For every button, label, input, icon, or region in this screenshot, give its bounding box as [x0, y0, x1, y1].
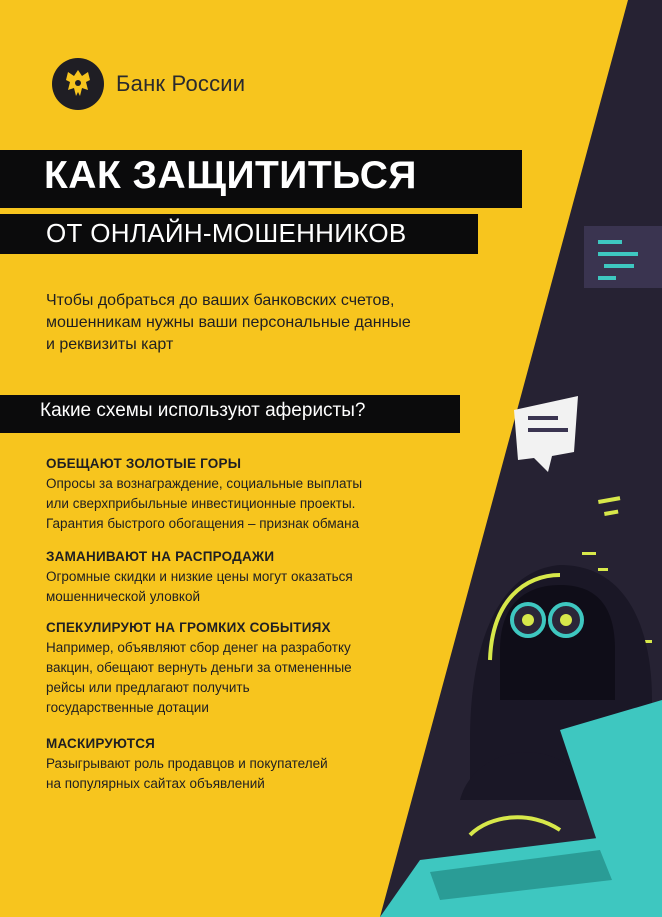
- scheme-line: государственные дотации: [46, 700, 209, 715]
- scheme-title: МАСКИРУЮТСЯ: [46, 736, 156, 751]
- page-subtitle: ОТ ОНЛАЙН-МОШЕННИКОВ: [46, 218, 407, 248]
- scheme-line: на популярных сайтах объявлений: [46, 776, 265, 791]
- scheme-line: рейсы или предлагают получить: [46, 680, 250, 695]
- scheme-line: Гарантия быстрого обогащения – признак обмана: [46, 516, 360, 531]
- page-title: КАК ЗАЩИТИТЬСЯ: [44, 154, 417, 197]
- scheme-line: Разыгрывают роль продавцов и покупателей: [46, 756, 328, 771]
- intro-line: мошенникам нужны ваши персональные данные: [46, 314, 411, 331]
- scheme-golden-mountains: [46, 456, 426, 534]
- double-headed-eagle-icon: [52, 58, 104, 110]
- scheme-sales: [46, 549, 426, 607]
- scheme-description: [46, 474, 426, 534]
- scheme-line: или сверхприбыльные инвестиционные проекты.: [46, 496, 356, 511]
- scheme-description: [46, 567, 426, 607]
- scheme-line: Огромные скидки и низкие цены могут оказаться: [46, 569, 353, 584]
- code-window-icon: [584, 226, 662, 288]
- scheme-loud-events: [46, 620, 426, 718]
- bank-logo: [52, 58, 245, 110]
- scheme-title: ЗАМАНИВАЮТ НА РАСПРОДАЖИ: [46, 549, 275, 564]
- scheme-description: [46, 754, 426, 794]
- intro-line: Чтобы добраться до ваших банковских счетов,: [46, 292, 395, 309]
- bank-name: Банк России: [116, 71, 246, 96]
- scheme-description: [46, 638, 426, 718]
- scheme-line: Например, объявляют сбор денег на разработку: [46, 640, 351, 655]
- intro-paragraph: [46, 290, 476, 356]
- scheme-line: Опросы за вознаграждение, социальные выплаты: [46, 476, 363, 491]
- scheme-title: ОБЕЩАЮТ ЗОЛОТЫЕ ГОРЫ: [46, 456, 242, 471]
- scheme-title: СПЕКУЛИРУЮТ НА ГРОМКИХ СОБЫТИЯХ: [46, 620, 331, 635]
- scheme-line: мошеннической уловкой: [46, 589, 200, 604]
- scheme-disguise: [46, 736, 426, 794]
- intro-line: и реквизиты карт: [46, 336, 174, 353]
- scheme-line: вакцин, обещают вернуть деньги за отмененные: [46, 660, 352, 675]
- schemes-heading: Какие схемы используют аферисты?: [40, 400, 366, 421]
